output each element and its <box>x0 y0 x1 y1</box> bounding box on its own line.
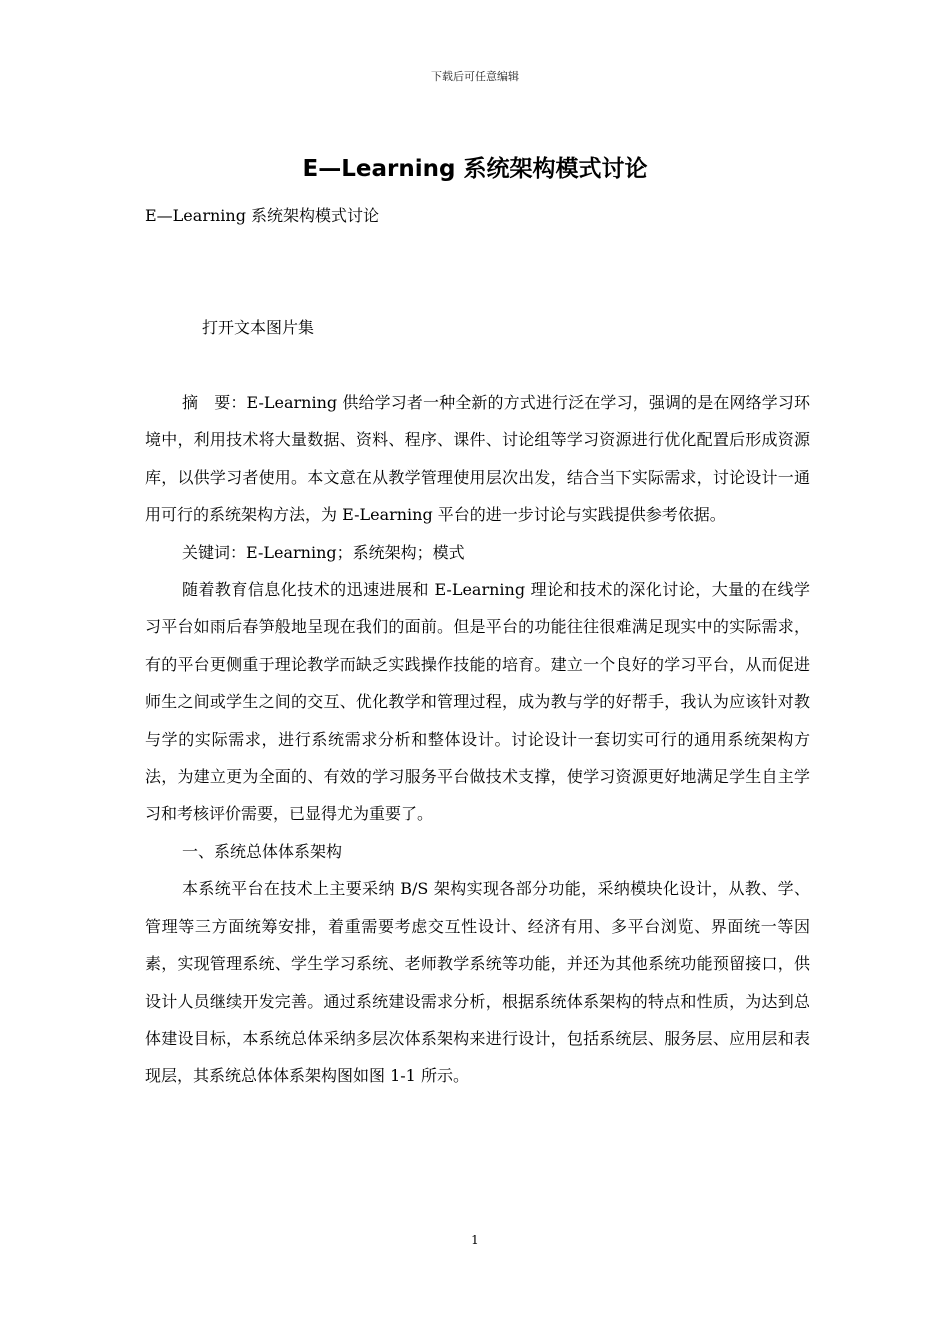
document-subtitle: E—Learning 系统架构模式讨论 <box>145 206 380 225</box>
header-note: 下载后可任意编辑 <box>431 70 519 83</box>
abstract-paragraph: 摘 要：E-Learning 供给学习者一种全新的方式进行泛在学习，强调的是在网络学习环境中，利用技术将大量数据、资料、程序、课件、讨论组等学习资源进行优化配置后形成资源库，以供学习者使用。本文意在从教学管理使用层次出发，结合当下实际需求，讨论设计一通用可行的系统架构方法，为 E-Learning 平台的进一步讨论与实践提供参考依据。 <box>145 393 810 525</box>
document-title: E—Learning 系统架构模式讨论 <box>302 156 648 182</box>
open-image-gallery-link[interactable]: 打开文本图片集 <box>202 318 315 337</box>
section-paragraph: 本系统平台在技术上主要采纳 B/S 架构实现各部分功能，采纳模块化设计，从教、学、管理等三方面统筹安排，着重需要考虑交互性设计、经济有用、多平台浏览、界面统一等因素，实现管理系统、学生学习系统、老师教学系统等功能，并还为其他系统功能预留接口，供设计人员继续开发完善。通过系统建设需求分析，根据系统体系架构的特点和性质，为达到总体建设目标，本系统总体采纳多层次体系架构来进行设计，包括系统层、服务层、应用层和表现层，其系统总体体系架构图如图 1-1 所示。 <box>145 879 810 1086</box>
section-heading: 一、系统总体体系架构 <box>182 841 343 861</box>
page-number: 1 <box>471 1233 479 1247</box>
article-body <box>145 384 810 1095</box>
intro-paragraph: 随着教育信息化技术的迅速进展和 E-Learning 理论和技术的深化讨论，大量的在线学习平台如雨后春笋般地呈现在我们的面前。但是平台的功能往往很难满足现实中的实际需求，有的平台更侧重于理论教学而缺乏实践操作技能的培育。建立一个良好的学习平台，从而促进师生之间或学生之间的交互、优化教学和管理过程，成为教与学的好帮手，我认为应该针对教与学的实际需求，进行系统需求分析和整体设计。讨论设计一套切实可行的通用系统架构方法，为建立更为全面的、有效的学习服务平台做技术支撑，使学习资源更好地满足学生自主学习和考核评价需要，已显得尤为重要了。 <box>145 580 810 824</box>
keywords-paragraph: 关键词：E-Learning；系统架构；模式 <box>182 542 465 562</box>
